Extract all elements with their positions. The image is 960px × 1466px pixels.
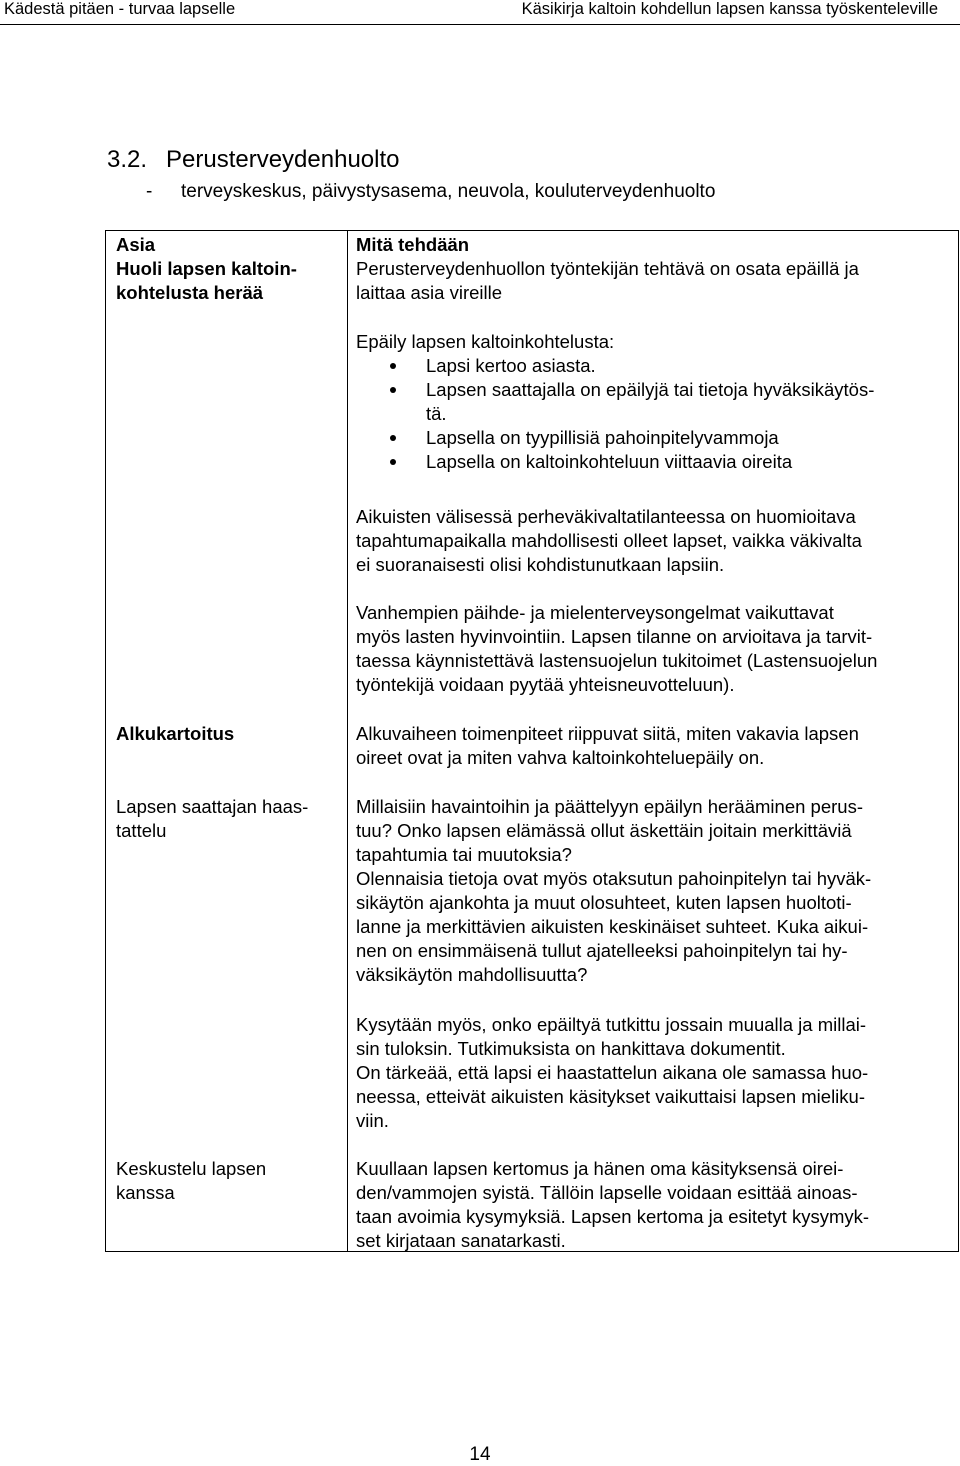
row1-left-cell bbox=[116, 233, 336, 305]
col2-header: Mitä tehdään bbox=[356, 234, 470, 255]
row2-left-cell bbox=[116, 722, 336, 746]
parents-paragraph: Vanhempien päihde- ja mielenterveysongelmat vaikuttavat myös lasten hyvinvointiin. Lapsen tilanne on arvioitava ja tarvit- taessa käynnistettävä lastensuojelun tukitoimet (Lastensuojelun työntekijä voidaan pyytää yhteisneuvotteluun). bbox=[356, 602, 878, 695]
row3-left-cell: Lapsen saattajan haas- tattelu bbox=[116, 796, 309, 841]
section-subtitle bbox=[146, 181, 715, 203]
page-header bbox=[0, 0, 960, 22]
row3-right-para1: Millaisiin havaintoihin ja päättelyyn epäilyn herääminen perus- tuu? Onko lapsen elämässä ollut äskettäin joitain merkittäviä tapahtumia tai muutoksia? Olennaisia tietoja ovat myös otaksutun pahoinpitelyn tai hyväk- sikäytön ajankohta ja muut olosuhteet, kuten lapsen huoltoti- lanne ja merkittävien aikuisten keskinäiset suhteet. Kuka aikui- nen on ensimmäisenä tullut ajatelleeksi pahoinpitelyn tai hy- väksikäytön mahdollisuutta? bbox=[356, 796, 872, 985]
bullet-icon bbox=[390, 435, 396, 441]
row3-right-para2: Kysytään myös, onko epäiltyä tutkittu jossain muualla ja millai- sin tuloksin. Tutkimuksista on hankittava dokumentit. On tärkeää, että lapsi ei haastattelun aikana ole samassa huo- neessa, etteivät aikuisten käsitykset vaikuttaisi lapsen mieliku- viin. bbox=[356, 1014, 869, 1131]
list-item: Lapsi kertoo asiasta. bbox=[356, 354, 952, 378]
header-right-title: Käsikirja kaltoin kohdellun lapsen kanssa työskenteleville bbox=[521, 0, 938, 18]
page-number: 14 bbox=[469, 1444, 491, 1465]
row1-left-line: Huoli lapsen kaltoin- bbox=[116, 258, 297, 279]
subtitle-text: terveyskeskus, päivystysasema, neuvola, kouluterveydenhuolto bbox=[181, 181, 716, 202]
list-item: Lapsella on tyypillisiä pahoinpitelyvammoja bbox=[356, 426, 952, 450]
row2-right-cell: Alkuvaiheen toimenpiteet riippuvat siitä, miten vakavia lapsen oireet ovat ja miten vahva kaltoinkohteluepäily on. bbox=[356, 723, 859, 768]
header-rule bbox=[0, 24, 960, 25]
list-item: Lapsella on kaltoinkohteluun viittaavia oireita bbox=[356, 450, 952, 474]
list-item: Lapsen saattajalla on epäilyjä tai tietoja hyväksikäytös- tä. bbox=[356, 378, 952, 426]
row4-right-cell: Kuullaan lapsen kertomus ja hänen oma käsityksensä oirei- den/vammojen syistä. Tällöin lapselle voidaan esittää ainoas- taan avoimia kysymyksiä. Lapsen kertoma ja esitetyt kysymyk- set kirjataan sanatarkasti. bbox=[356, 1158, 870, 1251]
procedure-table bbox=[105, 230, 959, 1252]
row4-left-cell: Keskustelu lapsen kanssa bbox=[116, 1158, 267, 1203]
column-divider bbox=[347, 231, 348, 1251]
row1-right-cell bbox=[356, 233, 952, 305]
header-left-title: Kädestä pitäen - turvaa lapselle bbox=[4, 0, 236, 18]
suspicion-label: Epäily lapsen kaltoinkohtelusta: bbox=[356, 331, 615, 352]
row1-left-line: kohtelusta herää bbox=[116, 282, 264, 303]
bullet-icon bbox=[390, 387, 396, 393]
alkukartoitus-title: Alkukartoitus bbox=[116, 723, 235, 744]
intro-line: Perusterveydenhuollon työntekijän tehtävä on osata epäillä ja bbox=[356, 258, 859, 279]
suspicion-block bbox=[356, 330, 952, 474]
suspicion-list bbox=[356, 354, 952, 474]
section-number: 3.2. bbox=[107, 146, 148, 173]
col1-header: Asia bbox=[116, 234, 156, 255]
bullet-icon bbox=[390, 363, 396, 369]
section-title-text: Perusterveydenhuolto bbox=[166, 146, 400, 173]
violence-paragraph: Aikuisten välisessä perheväkivaltatilanteessa on huomioitava tapahtumapaikalla mahdollisesti olleet lapset, vaikka väkivalta ei suoranaisesti olisi kohdistunutkaan lapsiin. bbox=[356, 506, 862, 575]
section-title bbox=[107, 146, 399, 174]
intro-line: laittaa asia vireille bbox=[356, 282, 503, 303]
bullet-icon bbox=[390, 459, 396, 465]
subtitle-dash: - bbox=[146, 181, 153, 202]
